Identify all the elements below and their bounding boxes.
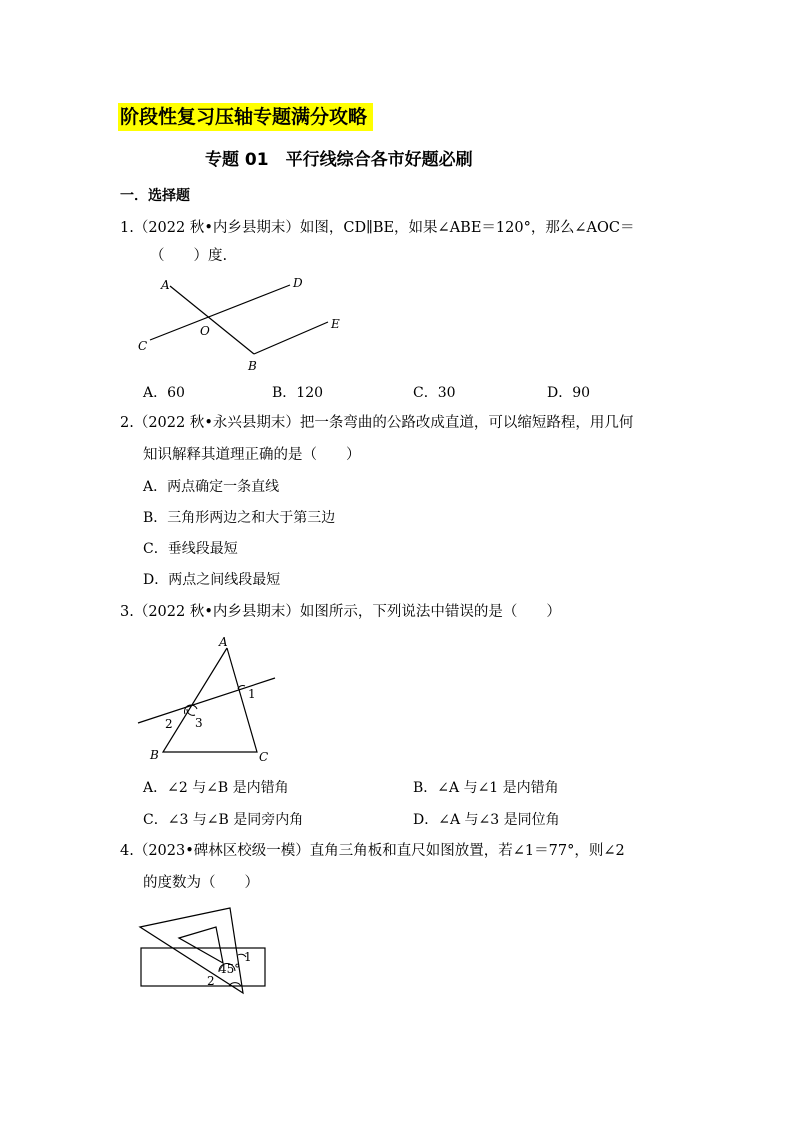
- line-ab: [170, 286, 254, 354]
- label-1: 1: [248, 687, 256, 701]
- line-cd: [150, 285, 290, 340]
- question-1-option-d[interactable]: D．90: [547, 385, 591, 401]
- question-3-option-a[interactable]: A．∠2 与∠B 是内错角: [143, 780, 289, 796]
- question-3-stem-line1: 3.（2022 秋•内乡县期末）如图所示，下列说法中错误的是（ ）: [120, 604, 561, 620]
- series-banner: 阶段性复习压轴专题满分攻略: [118, 103, 373, 131]
- question-1-option-c[interactable]: C．30: [413, 385, 456, 401]
- line-be: [254, 322, 328, 354]
- question-4-figure: [135, 905, 275, 995]
- triangle-abc: [163, 648, 257, 752]
- set-square-outer: [140, 908, 243, 993]
- label-b: B: [248, 359, 257, 373]
- question-4-stem-line1: 4.（2023•碑林区校级一模）直角三角板和直尺如图放置，若∠1＝77°，则∠2: [120, 843, 625, 859]
- label-2: 2: [165, 717, 173, 731]
- question-3-option-c[interactable]: C．∠3 与∠B 是同旁内角: [143, 812, 304, 828]
- question-3-option-d[interactable]: D．∠A 与∠3 是同位角: [413, 812, 560, 828]
- question-1-option-a[interactable]: A．60: [143, 385, 185, 401]
- label-1: 1: [244, 950, 252, 964]
- question-2-option-d[interactable]: D．两点之间线段最短: [143, 572, 281, 588]
- label-b: B: [150, 748, 159, 762]
- question-1-stem-line2: （ ）度.: [150, 248, 228, 264]
- label-45-degree: 45°: [219, 962, 241, 976]
- question-2-stem-line2: 知识解释其道理正确的是（ ）: [143, 447, 361, 463]
- page-title: 专题 01 平行线综合各市好题必刷: [205, 150, 473, 170]
- question-4-stem-line2: 的度数为（ ）: [143, 875, 259, 891]
- question-3-option-b[interactable]: B．∠A 与∠1 是内错角: [413, 780, 559, 796]
- question-2-option-c[interactable]: C．垂线段最短: [143, 541, 238, 557]
- label-e: E: [331, 317, 340, 331]
- label-3: 3: [195, 716, 203, 730]
- question-2-option-b[interactable]: B．三角形两边之和大于第三边: [143, 510, 336, 526]
- question-2-option-a[interactable]: A．两点确定一条直线: [143, 479, 280, 495]
- label-2: 2: [207, 974, 215, 988]
- label-a: A: [161, 278, 170, 292]
- set-square-inner: [179, 927, 223, 963]
- label-o: O: [200, 324, 210, 338]
- question-3-figure: [135, 630, 285, 766]
- question-1-option-b[interactable]: B．120: [272, 385, 324, 401]
- question-1-stem-line1: 1.（2022 秋•内乡县期末）如图，CD∥BE，如果∠ABE＝120°，那么∠AOC＝: [120, 220, 635, 236]
- label-d: D: [293, 276, 303, 290]
- question-1-figure: [130, 272, 360, 378]
- section-heading: 一．选择题: [120, 188, 190, 204]
- label-c: C: [259, 750, 269, 764]
- label-a: A: [219, 635, 228, 649]
- question-2-stem-line1: 2.（2022 秋•永兴县期末）把一条弯曲的公路改成直道，可以缩短路程，用几何: [120, 415, 634, 431]
- label-c: C: [138, 339, 148, 353]
